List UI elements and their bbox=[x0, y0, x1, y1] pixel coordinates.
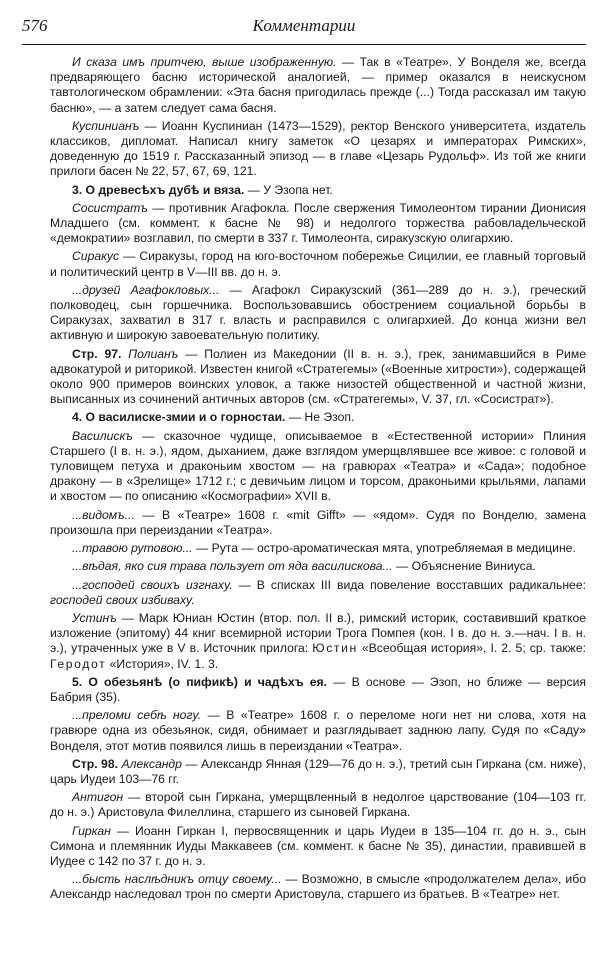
lemma-text: Гиркан bbox=[72, 823, 111, 838]
running-header bbox=[22, 14, 586, 36]
commentary-text: — Полиен из Македонии (II в. н. э.), грек, занимавшийся в Риме адвокатурой и риторикой. Известен книгой «Стратегемы» («Военные хитрости»), содержащей около 900 примеров воинских уловок, а также низостей общественной и частной жизни, выписанных из сочинений античных авторов (см. «Стратегемы», V. 37, гл. «Сосистрат»). bbox=[50, 346, 586, 407]
entry-heading: 4. О василиске-змии и о горностаи. bbox=[72, 410, 286, 425]
commentary-paragraph bbox=[50, 675, 586, 705]
commentary-text: «Всеобщая история», I. 2. 5; ср. также: bbox=[357, 641, 586, 656]
commentary-paragraph bbox=[50, 559, 586, 574]
commentary-paragraph bbox=[50, 790, 586, 820]
commentary-text: — Рута — остро-ароматическая мята, употребляемая в медицине. bbox=[192, 541, 576, 556]
commentary-text: — В основе — Эзоп, но ближе — версия Бабрия (35). bbox=[50, 674, 586, 704]
lemma-text: Антигон bbox=[72, 790, 124, 805]
lemma-text: ...травою рутовою... bbox=[72, 541, 193, 556]
commentary-text: — В «Театре» 1608 г. о переломе ноги нет ни слова, хотя на гравюре одна из обезьянок, сидя, обнимает и разглядывает заднюю лапу. Судя по «Саду» Вонделя, этот мотив появился лишь в переиздании «Театра». bbox=[50, 708, 586, 753]
commentary-text: — сказочное чудище, описываемое в «Естественной истории» Плиния Старшего (I в. н. э.), ядом, дыханием, даже взглядом умерщвлявшее все живое: с головой и туловищем петуха и драконьим хвостом — на гравюрах «Театра» и «Сада»; подобное дракону — в «Зрелище» 1712 г.; с девичьим лицом и торсом, драконьими крыльями, лапами и хвостом — по описанию «Космографии» XVII в. bbox=[50, 428, 586, 504]
commentary-paragraph bbox=[50, 55, 586, 116]
commentary-text: — Иоанн Гиркан I, первосвященник и царь Иудеи в 135—104 гг. до н. э., сын Симона и племянник Иуды Маккавеев (см. коммент. к басне № 35), династии, правившей в Иудее с 142 по 37 г. до н. э. bbox=[50, 823, 586, 868]
commentary-text: — второй сын Гиркана, умерщвленный в недолгое царствование (104—103 гг. до н. э.) Аристовула Филеллина, старшего из сыновей Гиркана. bbox=[50, 790, 586, 820]
commentary-paragraph bbox=[50, 183, 586, 198]
commentary-paragraph bbox=[50, 611, 586, 672]
commentary-paragraph bbox=[50, 541, 586, 556]
lemma-text: Устинъ bbox=[72, 610, 117, 625]
page-number: 576 bbox=[22, 16, 48, 35]
entry-heading: 5. О обезьянѣ (о пификѣ) и чадѣхъ ея. bbox=[72, 674, 328, 689]
entry-heading: 3. О древесѣхъ дубѣ и вяза. bbox=[72, 182, 245, 197]
header-rule bbox=[22, 44, 586, 45]
commentary-text: — Сиракузы, город на юго-восточном побережье Сицилии, ее главный торговый и политический центр в V—III вв. до н. э. bbox=[50, 249, 586, 279]
lemma-text: ...видомъ... bbox=[72, 507, 135, 522]
lemma-text: Василискъ bbox=[72, 428, 133, 443]
commentary-text: — Не Эзоп. bbox=[285, 410, 355, 425]
commentary-paragraph bbox=[50, 429, 586, 505]
lemma-text: Сосистратъ bbox=[72, 200, 148, 215]
lemma-text: ...преломи себѣ ногу. bbox=[72, 708, 202, 723]
lemma-text: Александр bbox=[121, 756, 182, 771]
lemma-text: Полианъ bbox=[128, 346, 179, 361]
commentary-text: — Иоанн Куспиниан (1473—1529), ректор Венского университета, издатель классиков, дипломат. Написал книгу заметок «О цезарях и императорах Римских», доведенную до 1519 г. Рассказанный эпизод — в главе «Цезарь Рудольф». Из той же книги прилоги басен № 22, 57, 67, 69, 121. bbox=[50, 118, 586, 179]
author-name: Юстин bbox=[312, 641, 358, 656]
commentary-text: «История», IV. 1. 3. bbox=[106, 656, 219, 671]
lemma-text: ...господей своихъ изгнаху. bbox=[72, 577, 233, 592]
commentary-text: — У Эзопа нет. bbox=[244, 182, 333, 197]
lemma-text: Куспинианъ bbox=[72, 118, 140, 133]
commentary-paragraph bbox=[50, 201, 586, 247]
commentary-paragraph bbox=[50, 508, 586, 538]
commentary-text: — Так в «Театре». У Вонделя же, всегда предваряющего басню исторической аналогией, — пример оказался в неискусном тавтологическом обрамлении: «Эта басня пригодилась прежде (...) Тогда рассказал им такую басню», — а затем следует сама басня. bbox=[50, 55, 586, 115]
commentary-text: — противник Агафокла. После свержения Тимолеонтом тирании Дионисия Младшего (см. коммент. к басне № 98) и недолгого торжества рабовладельческой «демократии» возглавил, по смерти в 337 г. Тимолеонта, сиракузскую олигархию. bbox=[50, 200, 586, 246]
commentary-text: — В списках III вида повеление восставших радикальнее: bbox=[232, 577, 587, 592]
commentary-paragraph bbox=[50, 757, 586, 787]
lemma-text: господей своих избиваху. bbox=[50, 592, 195, 607]
commentary-paragraph bbox=[50, 119, 586, 180]
lemma-text: Сиракус bbox=[72, 249, 120, 264]
commentary-paragraph bbox=[50, 824, 586, 870]
commentary-text: — Объяснение Виниуса. bbox=[392, 559, 536, 574]
author-name: Геродот bbox=[50, 656, 107, 671]
running-title: Комментарии bbox=[252, 16, 356, 35]
commentary-paragraph bbox=[50, 347, 586, 408]
commentary-paragraph bbox=[50, 283, 586, 344]
commentary-paragraph bbox=[50, 249, 586, 279]
entry-heading: Стр. 97. bbox=[72, 346, 122, 361]
commentary-paragraph bbox=[50, 410, 586, 425]
commentary-paragraph bbox=[50, 872, 586, 902]
commentary-text: — Александр Янная (129—76 до н. э.), третий сын Гиркана (см. ниже), царь Иудеи 103—76 гг. bbox=[50, 756, 587, 786]
commentary-paragraph bbox=[50, 578, 586, 608]
lemma-text: ...вѣдая, яко сия трава пользует от яда василискова... bbox=[72, 559, 393, 574]
commentary-text: — Марк Юниан Юстин (втор. пол. II в.), римский историк, составивший краткое изложение (эпитому) 44 книг всемирной истории Трога Помпея (кон. I в. до н. э.—нач. I в. н. э.), утраченных уже в V в. Источник прилога: bbox=[50, 610, 586, 656]
commentary-paragraph bbox=[50, 708, 586, 754]
commentary-text: — Возможно, в смысле «продолжателем дела», ибо Александр наследовал трон по смерти Аристовула, старшего из братьев. В «Театре» нет. bbox=[50, 872, 586, 902]
commentary-text: — Агафокл Сиракузский (361—289 до н. э.), греческий полководец, сын горшечника. Воспользовавшись обострением социальной борьбы в Сиракузах, захватил в 317 г. власть и расправился с олигархией. До конца жизни вел активную и широкую завоевательную политику. bbox=[50, 282, 587, 343]
lemma-text: И сказа имъ притчею, выше изображенную. bbox=[72, 55, 337, 69]
entry-heading: Стр. 98. bbox=[72, 756, 118, 771]
commentary-body bbox=[50, 55, 586, 906]
lemma-text: ...друзей Агафокловых... bbox=[72, 282, 220, 297]
commentary-text: — В «Театре» 1608 г. «mit Gifft» — «ядом». Судя по Вонделю, замена произошла при переиздании «Театра». bbox=[50, 507, 586, 537]
lemma-text: ...бысть наслѣдникъ отцу своему... bbox=[72, 872, 282, 887]
